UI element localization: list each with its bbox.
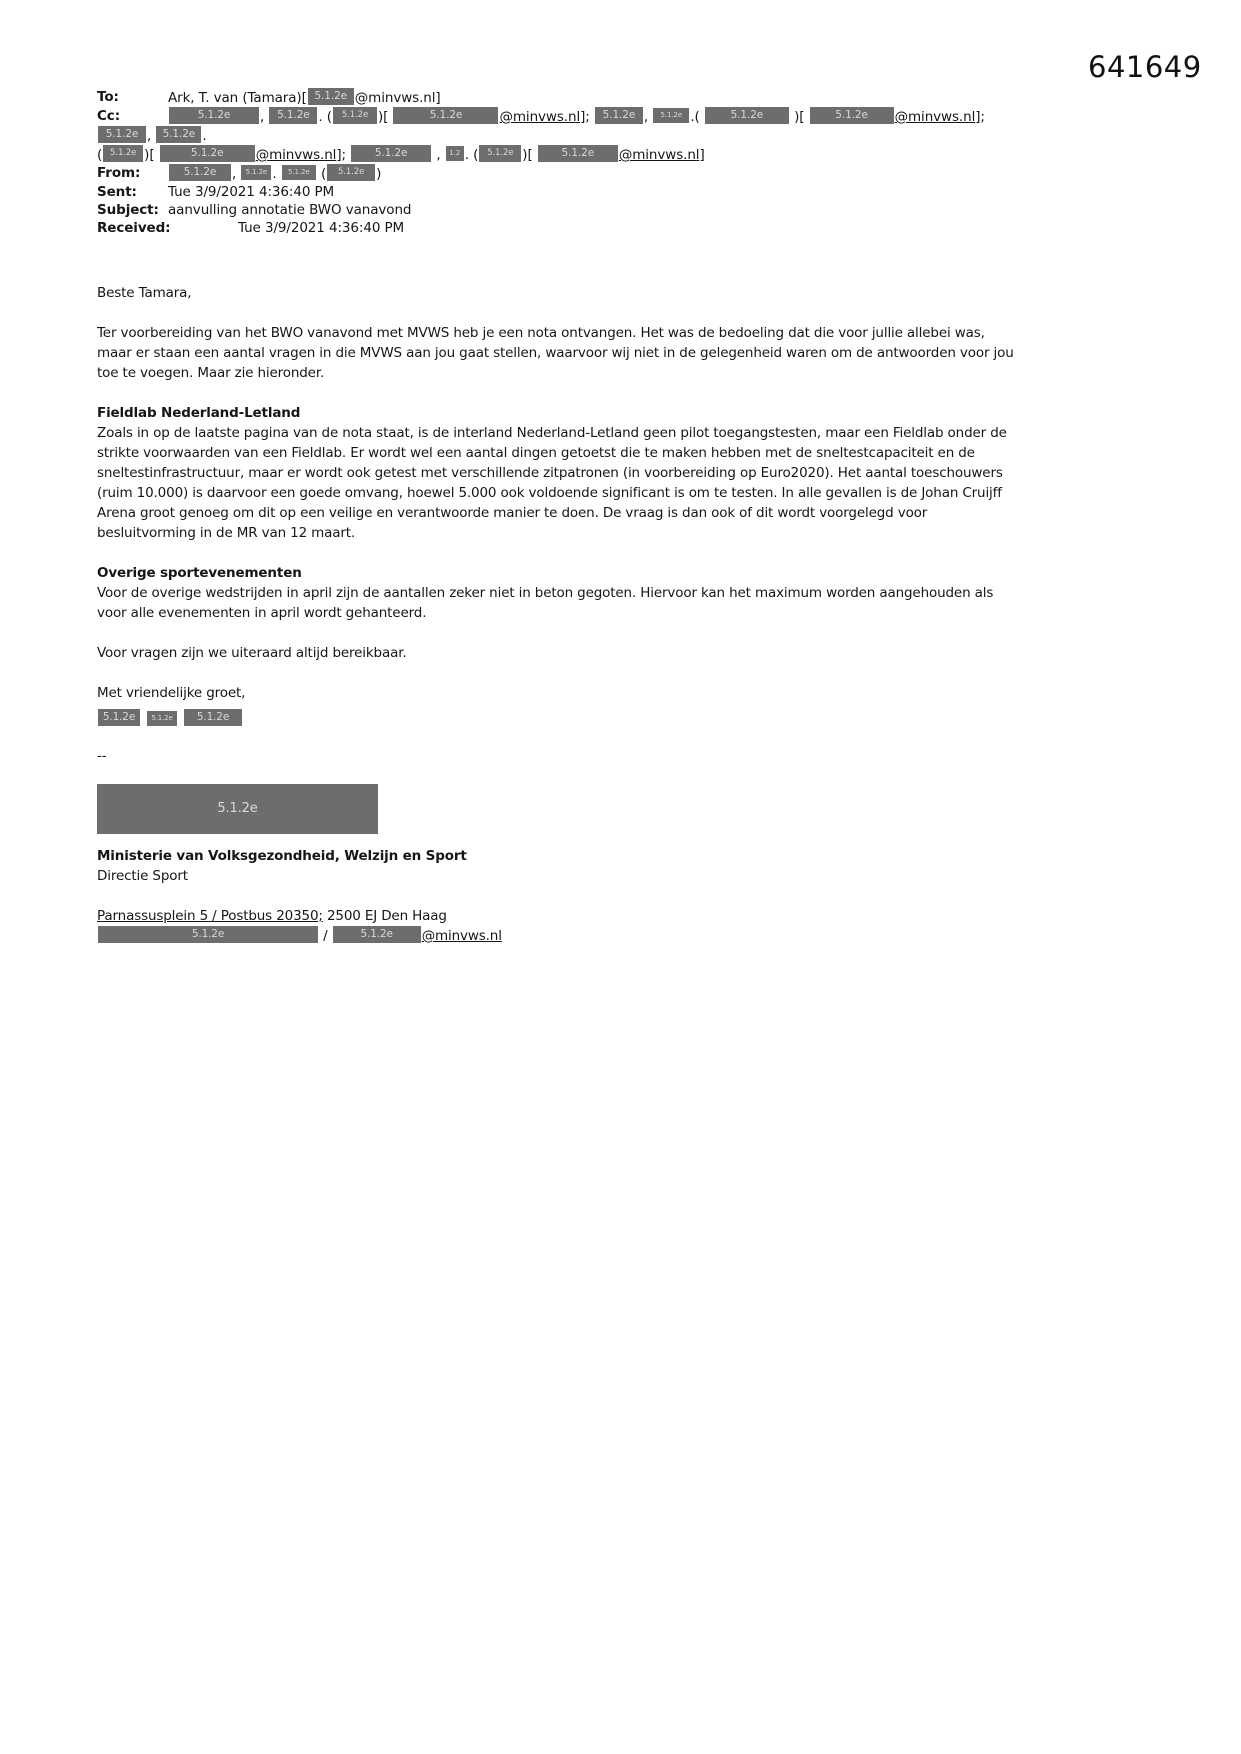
text-run: )[ — [522, 147, 537, 163]
text-run: ]; — [336, 147, 351, 163]
header-row — [97, 107, 1019, 164]
redaction-box: 5.1.2e — [156, 126, 201, 143]
greeting: Beste Tamara, — [97, 285, 192, 301]
text-run: )[ — [789, 109, 809, 125]
header-row — [97, 219, 1019, 237]
header-label: Received: — [97, 220, 171, 236]
text-run: / — [319, 928, 332, 944]
text-run: . ( — [464, 147, 479, 163]
text-run: aanvulling annotatie BWO vanavond — [168, 202, 412, 218]
email-address-link[interactable]: @minvws.nl — [421, 928, 502, 944]
redaction-box: 5.1.2e — [98, 126, 146, 143]
text-run: , — [643, 109, 653, 125]
redaction-box: 5.1.2e — [184, 709, 242, 726]
redaction-box: 5.1.2e — [98, 926, 318, 943]
header-row — [97, 183, 1019, 201]
address-rest: 2500 EJ Den Haag — [322, 908, 447, 924]
text-run: ) — [376, 166, 382, 182]
email-header — [97, 88, 1019, 237]
redaction-box: 5.1.2e — [241, 165, 271, 180]
section-text-fieldlab: Zoals in op de laatste pagina van de nota staat, is de interland Nederland-Letland geen pilot toegangstesten, maar een Fieldlab onder de strikte voorwaarden van een Fieldlab. Er wordt wel een aantal dingen getoetst die te maken hebben met de sneltestcapaciteit en de sneltestinfrastructuur, maar er wordt ook getest met verschillende zitpatronen (in voorbereiding op Euro2020). Het aantal toeschouwers (ruim 10.000) is daarvoor een goede omvang, hoewel 5.000 ook voldoende significant is om te testen. In alle gevallen is de Johan Cruijff Arena groot genoeg om dit op een veilige en verantwoorde manier te doen. De vraag is dan ook of dit wordt voorgelegd voor besluitvorming in de MR van 12 maart. — [97, 425, 1007, 541]
text-run: , — [232, 166, 241, 182]
text-run: ( — [97, 147, 103, 163]
signature-separator: -- — [97, 748, 107, 764]
text-run: ] — [699, 147, 705, 163]
department-name: Directie Sport — [97, 868, 188, 884]
redaction-box: 5.1.2e — [160, 145, 255, 162]
text-run: , — [147, 128, 156, 144]
redaction-box: 5.1.2e — [327, 164, 375, 181]
text-run: , — [432, 147, 445, 163]
text-run: .( — [690, 109, 704, 125]
header-value — [97, 109, 985, 163]
text-run: )[ — [144, 147, 159, 163]
redaction-box: 5.1.2e — [169, 107, 259, 124]
document-number: 641649 — [1088, 50, 1202, 84]
large-redaction-box — [97, 784, 378, 834]
redaction-box: 5.1.2e — [269, 107, 317, 124]
redaction-box: 5.1.2e — [810, 107, 894, 124]
address-link[interactable]: Parnassusplein 5 / Postbus 20350; — [97, 908, 323, 924]
redaction-box: 5.1.2e — [308, 88, 354, 105]
text-run: Tue 3/9/2021 4:36:40 PM — [168, 184, 335, 200]
header-label: Sent: — [97, 184, 137, 200]
redaction-box: 5.1.2e — [98, 709, 140, 726]
text-run: , — [260, 109, 269, 125]
header-row — [97, 88, 1019, 107]
redaction-box: 5.1.2e — [479, 145, 521, 162]
section-title-overige: Overige sportevenementen — [97, 565, 302, 581]
header-label: To: — [97, 89, 119, 105]
closing-availability: Voor vragen zijn we uiteraard altijd bereikbaar. — [97, 645, 407, 661]
header-value — [168, 184, 334, 200]
text-run: ( — [316, 166, 327, 182]
header-value — [238, 220, 404, 236]
redaction-box: 5.1.2e — [103, 145, 143, 162]
redaction-box: 5.1.2e — [705, 107, 789, 124]
redaction-box: 5.1.2e — [538, 145, 618, 162]
redaction-box: 5.1.2e — [147, 711, 177, 726]
redaction-box: 5.1.2e — [351, 145, 431, 162]
redaction-box: 5.1.2e — [333, 926, 421, 943]
closing-salutation: Met vriendelijke groet, — [97, 685, 246, 701]
redaction-box: 5.1.2e — [393, 107, 498, 124]
header-label: From: — [97, 165, 141, 181]
organization-name: Ministerie van Volksgezondheid, Welzijn en Sport — [97, 848, 467, 864]
redaction-box: 5.1.2e — [169, 164, 231, 181]
text-run: . ( — [318, 109, 332, 125]
section-text-overige: Voor de overige wedstrijden in april zijn de aantallen zeker niet in beton gegoten. Hiervoor kan het maximum worden aangehouden als voor alle evenementen in april wordt gehanteerd. — [97, 585, 994, 621]
text-run: @minvws.nl] — [354, 90, 441, 106]
header-value — [168, 202, 411, 218]
text-run: . — [202, 128, 207, 144]
signature-redactions — [97, 709, 1019, 726]
email-address-link[interactable]: @minvws.nl — [894, 109, 976, 125]
text-run: ]; — [580, 109, 594, 125]
email-address-link[interactable]: @minvws.nl — [499, 109, 581, 125]
email-content — [97, 88, 1019, 946]
contact-line — [97, 926, 1019, 946]
header-value — [168, 90, 441, 106]
paragraph-intro: Ter voorbereiding van het BWO vanavond met MVWS heb je een nota ontvangen. Het was de bedoeling dat die voor jullie allebei was, maar er staan een aantal vragen in die MVWS aan jou gaat stellen, waarvoor wij niet in de gelegenheid waren om de antwoorden voor jou toe te voegen. Maar zie hieronder. — [97, 325, 1014, 381]
text-run: Ark, T. van (Tamara)[ — [168, 90, 307, 106]
text-run: ]; — [975, 109, 985, 125]
header-value — [168, 166, 381, 182]
email-address-link[interactable]: @minvws.nl — [255, 147, 337, 163]
text-run: )[ — [377, 109, 393, 125]
redaction-box: 5.1.2e — [653, 108, 689, 123]
redaction-box: 5.1.2e — [595, 107, 643, 124]
text-run: Tue 3/9/2021 4:36:40 PM — [238, 220, 405, 236]
email-body — [97, 283, 1019, 946]
text-run: . — [272, 166, 281, 182]
redaction-box: 1.2 — [446, 146, 464, 161]
redaction-label: 5.1.2e — [217, 801, 258, 816]
address-line — [97, 906, 1019, 926]
header-row — [97, 164, 1019, 183]
header-label: Cc: — [97, 108, 121, 124]
redaction-box: 5.1.2e — [333, 107, 377, 124]
redaction-box: 5.1.2e — [282, 165, 316, 180]
section-title-fieldlab: Fieldlab Nederland-Letland — [97, 405, 301, 421]
header-label: Subject: — [97, 202, 159, 218]
email-address-link[interactable]: @minvws.nl — [618, 147, 700, 163]
header-row — [97, 201, 1019, 219]
